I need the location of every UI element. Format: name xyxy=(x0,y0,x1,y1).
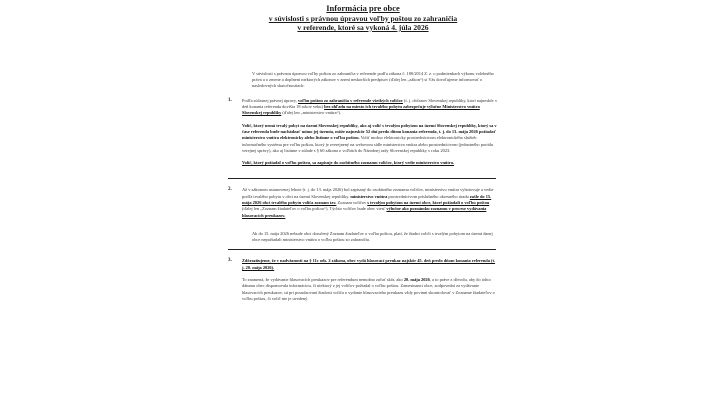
text-run: Podľa súčasnej právnej úpravy, xyxy=(242,97,298,103)
section-paragraph xyxy=(242,277,498,302)
section-paragraph xyxy=(242,123,498,154)
title-line-3: v referende, ktoré sa vykoná 4. júla 2026 xyxy=(297,23,429,32)
document xyxy=(228,4,498,308)
section-paragraph xyxy=(242,160,498,166)
section-number: 1. xyxy=(228,97,232,103)
section-2 xyxy=(228,187,498,224)
section-number: 3. xyxy=(228,258,232,264)
title-line-2: v súvislosti s právnou úpravou voľby poštou zo zahraničia xyxy=(268,13,458,23)
text-run: ministerstvo vnútra xyxy=(350,193,388,199)
text-run: voľbu poštou zo zahraničia v referende všetkých voličov xyxy=(298,97,403,103)
text-run: , a to práve z dôvodu, aby do tohto dátumu obec dispomovala informáciou, či niektorý z jej voličov požiadal o voľbu poštou. Zamestnanci obce, zodpovední za vydávanie hlasovacích preukazov, sú pri posudzovaní žiadosti voliča o vydanie hlasovacieho preukazu vždy povinní skontrolovať v Zozname žiadateľov o voľbu poštou, či volič nie je uvedený. xyxy=(242,277,495,301)
section-body xyxy=(242,98,498,173)
text-run: výlučne ako poznámku zoznamu v procese vydávania hlasovacích preukazov. xyxy=(242,206,487,218)
sections-block-a xyxy=(228,98,498,225)
section-1 xyxy=(228,98,498,173)
text-run: (t. j. občanov Slovenskej republiky, ktorí najneskôr v deň konania referenda dovŕšia 18 rokov veku) xyxy=(242,97,498,110)
text-run: Až v zákonom ustanovenej lehote (t. j. do 13. mája 2026) bol zapísaný do osobitného zoznamu voličov, ministerstvo vnútra vyhotovuje a vedie podľa trvalého pobytu v obci na území Slovenskej republiky. xyxy=(242,187,494,199)
section-number: 2. xyxy=(228,187,232,193)
text-run: s trvalým pobytom na území obce, ktorí požiadali o voľbu poštou xyxy=(367,199,490,205)
text-run: (ďalej len „Zoznam žiadateľov o voľbu poštou“). Týchto voličov bude obec viesť xyxy=(242,206,387,212)
text-run: Volič, ktorý nemá trvalý pobyt na území Slovenskej republiky, ako aj volič s trvalým pobytom na území Slovenskej republiky, ktorý sa v čase referenda bude nachádzať mimo jej územia, môže najneskôr 52 dní predo dňom konania referenda, t. j. do 13. mája 2026 požiadať ministerstvo vnútra elektronicky alebo listinne o voľbu poštou. xyxy=(242,122,497,141)
sections-block-b xyxy=(228,258,498,308)
section-divider xyxy=(228,178,496,179)
text-run: To znamená, že vydávanie hlasovacích preukazov pre referendum nemožno začať skôr, ako xyxy=(242,277,404,283)
document-title xyxy=(228,4,498,33)
text-run: Zoznam voličov xyxy=(336,199,368,205)
text-run: (ďalej len „ministerstvo vnútra“). xyxy=(281,110,342,116)
text-run: Voliť možno elektronicky prostredníctvom elektronického služieb informačného systému pre voľbu poštou, ktorý je zverejnený na webovom sídle ministerstva vnútra alebo prostredníctvom (jednotného portálu verejnej správy), ako aj listinne v súlade s § 60 zákona o voľbách do Národnej rady Slovenskej republiky v roku 2023. xyxy=(242,135,494,153)
title-line-1: Informácia pre obce xyxy=(326,3,400,13)
section-paragraph xyxy=(242,258,498,271)
section-paragraph xyxy=(242,98,498,117)
section-body xyxy=(242,258,498,308)
text-run: 20. mája 2026 xyxy=(403,277,430,283)
section-body xyxy=(242,187,498,224)
text-run: Volič, ktorý požiadal o voľbu poštou, sa zapisuje do osobitného zoznamu voličov, ktorý vedie ministerstvo vnútra. xyxy=(242,160,455,166)
text-run: prostredníctvom príslušného okresného úradu xyxy=(387,193,470,199)
text-run: zašle do 15. mája 2026 obci trvalého pobytu voliča zoznam tzv. xyxy=(242,193,492,205)
text-run: bez ohľadu na miesto ich trvalého pobytu zabezpečuje výlučne Ministerstvo vnútra Slovenskej republiky xyxy=(242,104,480,116)
section-3 xyxy=(228,258,498,308)
text-run: Zdôrazňujeme, že v nadväznosti na § 11c ods. 2 zákona, obec vydá hlasovací preukaz najskôr 45. deň predo dňom konania referenda (t. j. 20. mája 2026). xyxy=(242,258,496,270)
section-2-followup-text: Ak do 15. mája 2026 nebude obci doručený Zoznam žiadateľov o voľbu poštou, platí, že žiadni voliči s trvalým pobytom na území danej obce nepožiadali ministerstvo vnútra o voľbu poštou zo zahraničia. xyxy=(252,230,493,243)
section-paragraph xyxy=(242,187,498,218)
intro-paragraph: V súvislosti s právnou úpravou voľby poštou zo zahraničia v referende podľa zákona č. 180/2014 Z. z. o podmienkach výkonu volebného práva a o zmene a doplnení niektorých zákonov v znení neskorších predpisov (ďalej len „zákon“) si Vás dovoľujeme informovať o nasledovných skutočnostiach: xyxy=(252,70,494,89)
section-divider xyxy=(228,249,496,250)
section-2-followup xyxy=(252,231,498,244)
